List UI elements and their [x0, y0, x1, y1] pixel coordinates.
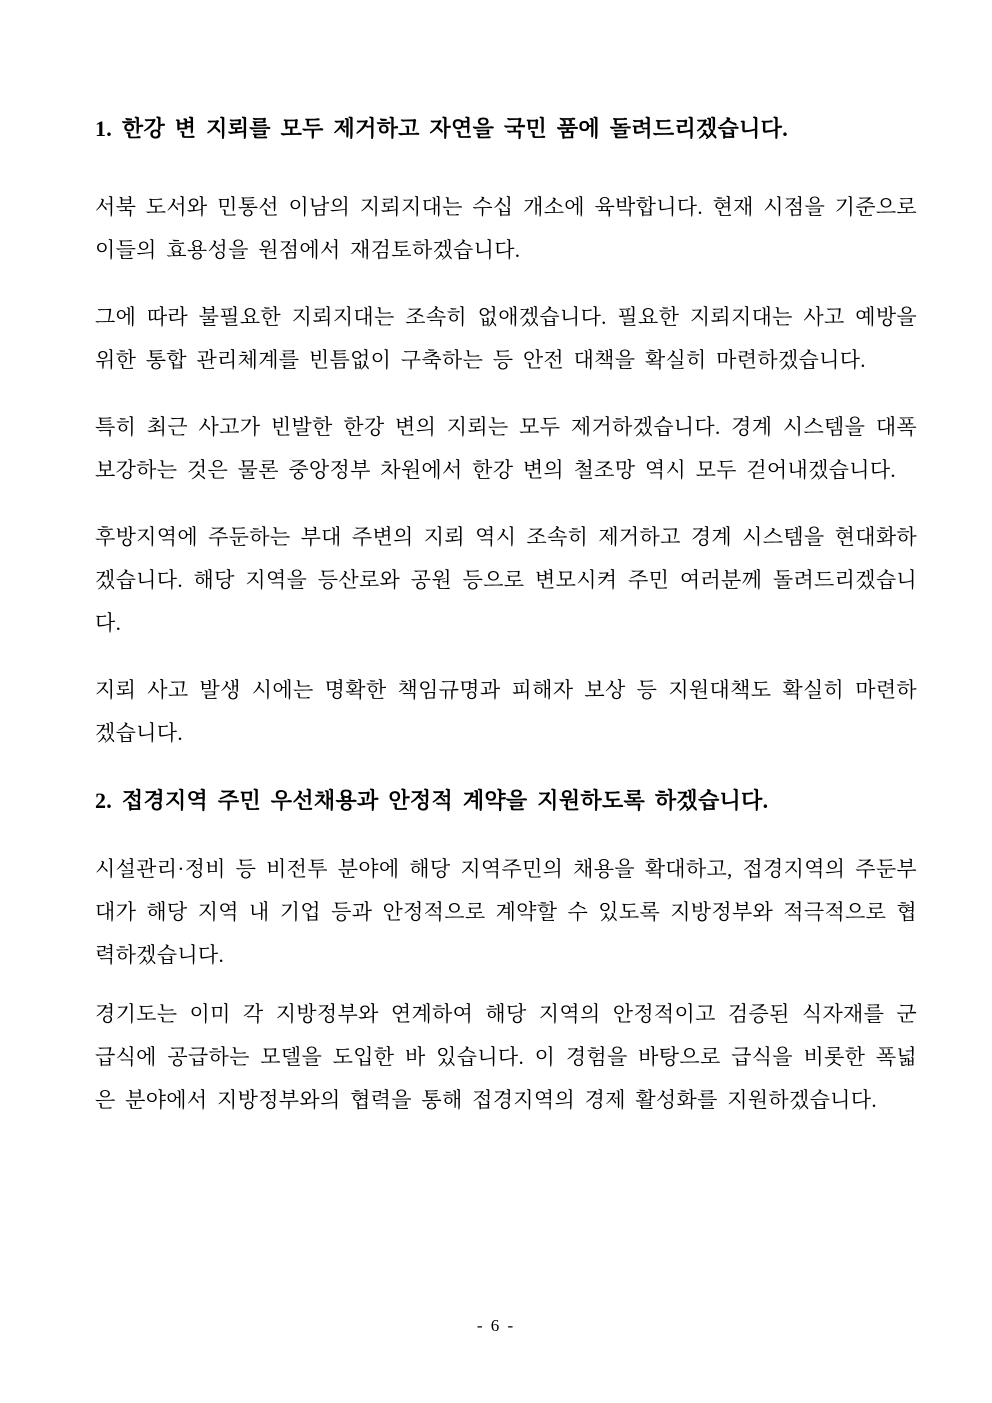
section-border-region-employment — [95, 779, 917, 1122]
section-1-paragraph-2: 그에 따라 불필요한 지뢰지대는 조속히 없애겠습니다. 필요한 지뢰지대는 사고 예방을 위한 통합 관리체계를 빈틈없이 구축하는 등 안전 대책을 확실히 마련하겠습니다. — [95, 305, 917, 372]
section-mine-removal — [95, 107, 917, 755]
section-1-paragraph-4: 후방지역에 주둔하는 부대 주변의 지뢰 역시 조속히 제거하고 경계 시스템을 현대화하겠습니다. 해당 지역을 등산로와 공원 등으로 변모시켜 주민 여러분께 돌려드리겠습니다. — [95, 525, 917, 635]
section-2-paragraph-1: 시설관리·정비 등 비전투 분야에 해당 지역주민의 채용을 확대하고, 접경지역의 주둔부대가 해당 지역 내 기업 등과 안정적으로 계약할 수 있도록 지방정부와 적극적으로 협력하겠습니다. — [95, 857, 917, 967]
section-2-paragraph-2: 경기도는 이미 각 지방정부와 연계하여 해당 지역의 안정적이고 검증된 식자재를 군 급식에 공급하는 모델을 도입한 바 있습니다. 이 경험을 바탕으로 급식을 비롯한 폭넓은 분야에서 지방정부와의 협력을 통해 접경지역의 경제 활성화를 지원하겠습니다. — [95, 1002, 917, 1112]
section-1-paragraph-5: 지뢰 사고 발생 시에는 명확한 책임규명과 피해자 보상 등 지원대책도 확실히 마련하겠습니다. — [95, 678, 917, 745]
section-1-paragraph-3: 특히 최근 사고가 빈발한 한강 변의 지뢰는 모두 제거하겠습니다. 경계 시스템을 대폭 보강하는 것은 물론 중앙정부 차원에서 한강 변의 철조망 역시 모두 걷어내겠습니다. — [95, 415, 917, 482]
section-2-heading: 2. 접경지역 주민 우선채용과 안정적 계약을 지원하도록 하겠습니다. — [95, 788, 769, 813]
section-1-paragraph-1: 서북 도서와 민통선 이남의 지뢰지대는 수십 개소에 육박합니다. 현재 시점을 기준으로 이들의 효용성을 원점에서 재검토하겠습니다. — [95, 195, 917, 262]
section-1-heading: 1. 한강 변 지뢰를 모두 제거하고 자연을 국민 품에 돌려드리겠습니다. — [95, 116, 789, 141]
page-number: - 6 - — [476, 1316, 516, 1335]
